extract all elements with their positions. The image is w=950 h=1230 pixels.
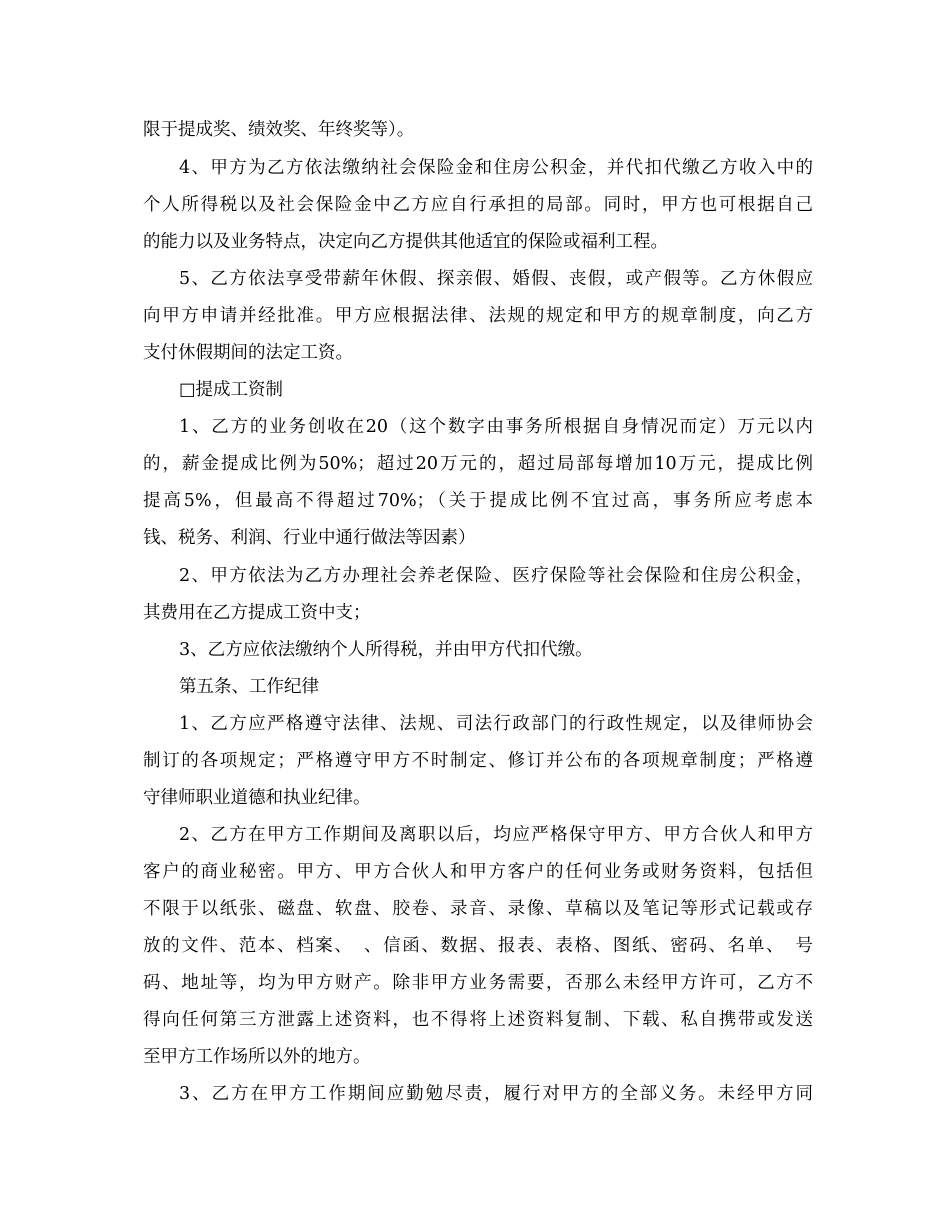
text-line: 钱、税务、利润、行业中通行做法等因素）	[143, 528, 476, 548]
text-line: 3、乙方在甲方工作期间应勤勉尽责，履行对甲方的全部义务。未经甲方同	[179, 1084, 813, 1104]
text-line: 的，薪金提成比例为50%；超过20万元的，超过局部每增加10万元，提成比例	[143, 454, 813, 474]
text-line: 限于提成奖、绩效奖、年终奖等）。	[143, 120, 415, 140]
text-line: 码、地址等，均为甲方财产。除非甲方业务需要，否那么未经甲方许可，乙方不	[143, 973, 813, 993]
text-line: 客户的商业秘密。甲方、甲方合伙人和甲方客户的任何业务或财务资料，包括但	[143, 862, 813, 882]
text-line: 得向任何第三方泄露上述资料，也不得将上述资料复制、下载、私自携带或发送	[143, 1010, 813, 1030]
text-line: 4、甲方为乙方依法缴纳社会保险金和住房公积金，并代扣代缴乙方收入中的	[179, 158, 813, 178]
text-line: 至甲方工作场所以外的地方。	[143, 1047, 371, 1067]
text-line: 其费用在乙方提成工资中支；	[143, 603, 371, 623]
text-line: 1、乙方的业务创收在20（这个数字由事务所根据自身情况而定）万元以内	[179, 417, 813, 437]
text-line: 个人所得税以及社会保险金中乙方应自行承担的局部。同时，甲方也可根据自己	[143, 195, 813, 215]
text-line: 支付休假期间的法定工资。	[143, 343, 353, 363]
text-line: 制订的各项规定；严格遵守甲方不时制定、修订并公布的各项规章制度；严格遵	[143, 751, 813, 771]
text-line: 2、甲方依法为乙方办理社会养老保险、医疗保险等社会保险和住房公积金，	[179, 566, 813, 586]
text-line: 放的文件、范本、档案、 、信函、数据、报表、表格、图纸、密码、名单、 号	[143, 936, 813, 956]
text-line: 的能力以及业务特点，决定向乙方提供其他适宜的保险或福利工程。	[143, 232, 668, 252]
text-line: 1、乙方应严格遵守法律、法规、司法行政部门的行政性规定，以及律师协会	[179, 714, 813, 734]
text-line: 向甲方申请并经批准。甲方应根据法律、法规的规定和甲方的规章制度，向乙方	[143, 306, 813, 326]
text-line: 3、乙方应依法缴纳个人所得税，并由甲方代扣代缴。	[179, 640, 593, 660]
section-heading: □提成工资制	[179, 380, 284, 400]
text-line: 提高5%，但最高不得超过70%；（关于提成比例不宜过高，事务所应考虑本	[143, 491, 813, 511]
section-heading: 第五条、工作纪律	[179, 677, 319, 697]
text-line: 守律师职业道德和执业纪律。	[143, 788, 371, 808]
text-line: 2、乙方在甲方工作期间及离职以后，均应严格保守甲方、甲方合伙人和甲方	[179, 825, 813, 845]
text-line: 不限于以纸张、磁盘、软盘、胶卷、录音、录像、草稿以及笔记等形式记载或存	[143, 899, 813, 919]
text-line: 5、乙方依法享受带薪年休假、探亲假、婚假、丧假，或产假等。乙方休假应	[179, 269, 813, 289]
